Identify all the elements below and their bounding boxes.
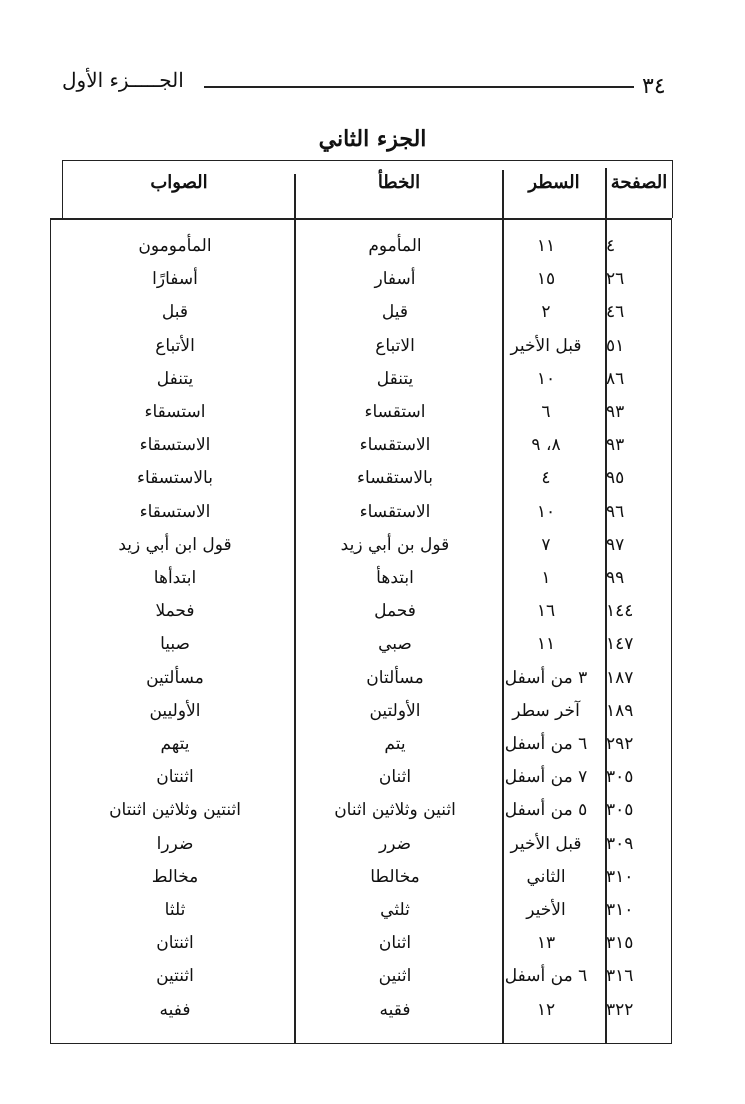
cell-page: ٢٩٢ — [606, 734, 634, 754]
cell-wrong: فحمل — [374, 601, 416, 622]
cell-page: ١٤٤ — [606, 601, 634, 622]
cell-line: ٧ — [541, 534, 551, 555]
cell-wrong: الاتباع — [375, 335, 415, 356]
cell-wrong: أسفار — [374, 269, 416, 290]
table-row — [0, 900, 745, 933]
cell-line: ١ — [541, 568, 551, 588]
cell-page: ٩٣ — [606, 435, 625, 456]
table-row — [0, 269, 745, 302]
cell-page: ٩٩ — [606, 568, 625, 588]
table-row — [0, 668, 745, 701]
cell-right: الاستسقاء — [139, 501, 211, 522]
cell-right: اثنتان — [156, 933, 194, 954]
cell-right: اثنتان — [156, 767, 194, 788]
cell-wrong: ضرر — [378, 833, 412, 854]
running-header — [54, 66, 684, 106]
cell-line: ٦ — [541, 402, 551, 422]
column-header-line: السطر — [528, 172, 580, 193]
section-title: الجزء الثاني — [318, 126, 427, 152]
cell-page: ٨٦ — [606, 368, 625, 389]
cell-wrong: الاستقساء — [359, 501, 431, 522]
table-row — [0, 468, 745, 501]
cell-page: ٣١٠ — [606, 900, 634, 920]
cell-page: ٣٠٥ — [606, 767, 634, 788]
cell-line: ١٦ — [536, 601, 556, 622]
cell-page: ٩٧ — [606, 534, 625, 555]
cell-page: ٢٦ — [606, 269, 625, 290]
cell-wrong: قول بن أبي زيد — [340, 534, 450, 555]
cell-line: الثاني — [526, 866, 566, 887]
cell-page: ١٨٧ — [606, 667, 634, 688]
cell-page: ٥١ — [606, 335, 625, 356]
table-row — [0, 402, 745, 435]
cell-right: المأمومون — [138, 236, 212, 256]
cell-right: اثنتين — [156, 966, 194, 987]
cell-wrong: مسألتان — [366, 667, 424, 688]
cell-wrong: اثنين وثلاثين اثنان — [334, 800, 456, 821]
cell-page: ٣٠٩ — [606, 833, 634, 854]
table-row — [0, 535, 745, 568]
table-row — [0, 336, 745, 369]
cell-line: ٥ من أسفل — [504, 800, 588, 821]
cell-wrong: بالاستقساء — [357, 468, 433, 489]
cell-right: استسقاء — [144, 402, 206, 422]
table-row — [0, 236, 745, 269]
table-row — [0, 435, 745, 468]
cell-page: ٩٥ — [606, 468, 625, 489]
cell-right: يتنفل — [156, 368, 194, 389]
cell-wrong: يتنقل — [376, 368, 414, 389]
cell-page: ١٤٧ — [606, 634, 634, 655]
cell-page: ٣١٠ — [606, 866, 634, 887]
cell-page: ١٨٩ — [606, 700, 634, 721]
cell-line: ١٢ — [536, 999, 556, 1020]
cell-wrong: يتم — [384, 734, 406, 754]
column-header-page: الصفحة — [610, 172, 668, 193]
page-number: ٣٤ — [642, 74, 666, 99]
table-row — [0, 568, 745, 601]
cell-line: ١٥ — [536, 269, 556, 290]
cell-wrong: اثنان — [378, 767, 412, 788]
cell-wrong: مخالطا — [370, 866, 420, 887]
table-row — [0, 867, 745, 900]
cell-line: ٤ — [541, 468, 551, 489]
cell-right: اثنتين وثلاثين اثنتان — [109, 800, 241, 821]
cell-line: ٦ من أسفل — [504, 734, 588, 754]
cell-wrong: المأموم — [368, 236, 422, 256]
cell-line: ٢ — [541, 302, 551, 323]
cell-page: ٣١٥ — [606, 933, 634, 954]
cell-line: ٨، ٩ — [531, 435, 561, 456]
table-row — [0, 834, 745, 867]
cell-wrong: استقساء — [364, 402, 426, 422]
table-row — [0, 369, 745, 402]
cell-page: ٣٢٢ — [606, 999, 634, 1020]
cell-line: ٧ من أسفل — [504, 767, 588, 788]
cell-page: ٩٣ — [606, 402, 625, 422]
table-row — [0, 634, 745, 667]
cell-line: آخر سطر — [512, 700, 580, 721]
cell-line: ١١ — [536, 634, 556, 655]
table-row — [0, 800, 745, 833]
cell-line: ١٠ — [536, 501, 556, 522]
cell-right: الأتباع — [155, 335, 195, 356]
cell-right: مخالط — [151, 866, 199, 887]
cell-wrong: فقيه — [379, 999, 411, 1020]
cell-right: ابتدأها — [153, 568, 197, 588]
cell-right: ضررا — [156, 833, 194, 854]
cell-right: يتهم — [160, 734, 190, 754]
cell-right: فحملا — [155, 601, 195, 622]
column-header-right: الصواب — [150, 172, 208, 193]
table-row — [0, 966, 745, 999]
cell-line: قبل الأخير — [510, 833, 582, 854]
cell-line: ٣ من أسفل — [504, 667, 588, 688]
cell-wrong: صبي — [378, 634, 412, 655]
table-row — [0, 1000, 745, 1033]
cell-line: قبل الأخير — [510, 335, 582, 356]
cell-wrong: الاستقساء — [359, 435, 431, 456]
cell-line: ٦ من أسفل — [504, 966, 588, 987]
cell-right: الأوليين — [149, 700, 201, 721]
cell-page: ٩٦ — [606, 501, 625, 522]
table-row — [0, 302, 745, 335]
cell-right: ثلثا — [164, 900, 186, 920]
cell-wrong: اثنان — [378, 933, 412, 954]
table-row — [0, 601, 745, 634]
cell-wrong: قيل — [381, 302, 409, 323]
cell-page: ٤ — [606, 236, 616, 256]
cell-wrong: ثلثي — [380, 900, 410, 920]
cell-wrong: ابتدهأ — [376, 568, 414, 588]
cell-line: الأخير — [526, 900, 566, 920]
header-rule — [204, 86, 634, 88]
column-header-wrong: الخطأ — [377, 172, 421, 193]
cell-right: الاستسقاء — [139, 435, 211, 456]
cell-line: ١٠ — [536, 368, 556, 389]
cell-wrong: اثنين — [378, 966, 412, 987]
cell-right: بالاستسقاء — [137, 468, 213, 489]
cell-line: ١٣ — [536, 933, 556, 954]
table-row — [0, 734, 745, 767]
cell-right: مسألتين — [146, 667, 204, 688]
cell-line: ١١ — [536, 236, 556, 256]
table-row — [0, 767, 745, 800]
cell-right: ففيه — [159, 999, 191, 1020]
cell-right: أسفارًا — [152, 269, 198, 290]
cell-wrong: الأولتين — [369, 700, 421, 721]
cell-right: قول ابن أبي زيد — [118, 534, 232, 555]
cell-page: ٤٦ — [606, 302, 625, 323]
table-row — [0, 933, 745, 966]
cell-page: ٣١٦ — [606, 966, 634, 987]
cell-right: قبل — [161, 302, 189, 323]
table-row — [0, 701, 745, 734]
running-title: الجـــــزء الأول — [62, 68, 184, 92]
table-row — [0, 502, 745, 535]
cell-page: ٣٠٥ — [606, 800, 634, 821]
cell-right: صبيا — [160, 634, 190, 655]
